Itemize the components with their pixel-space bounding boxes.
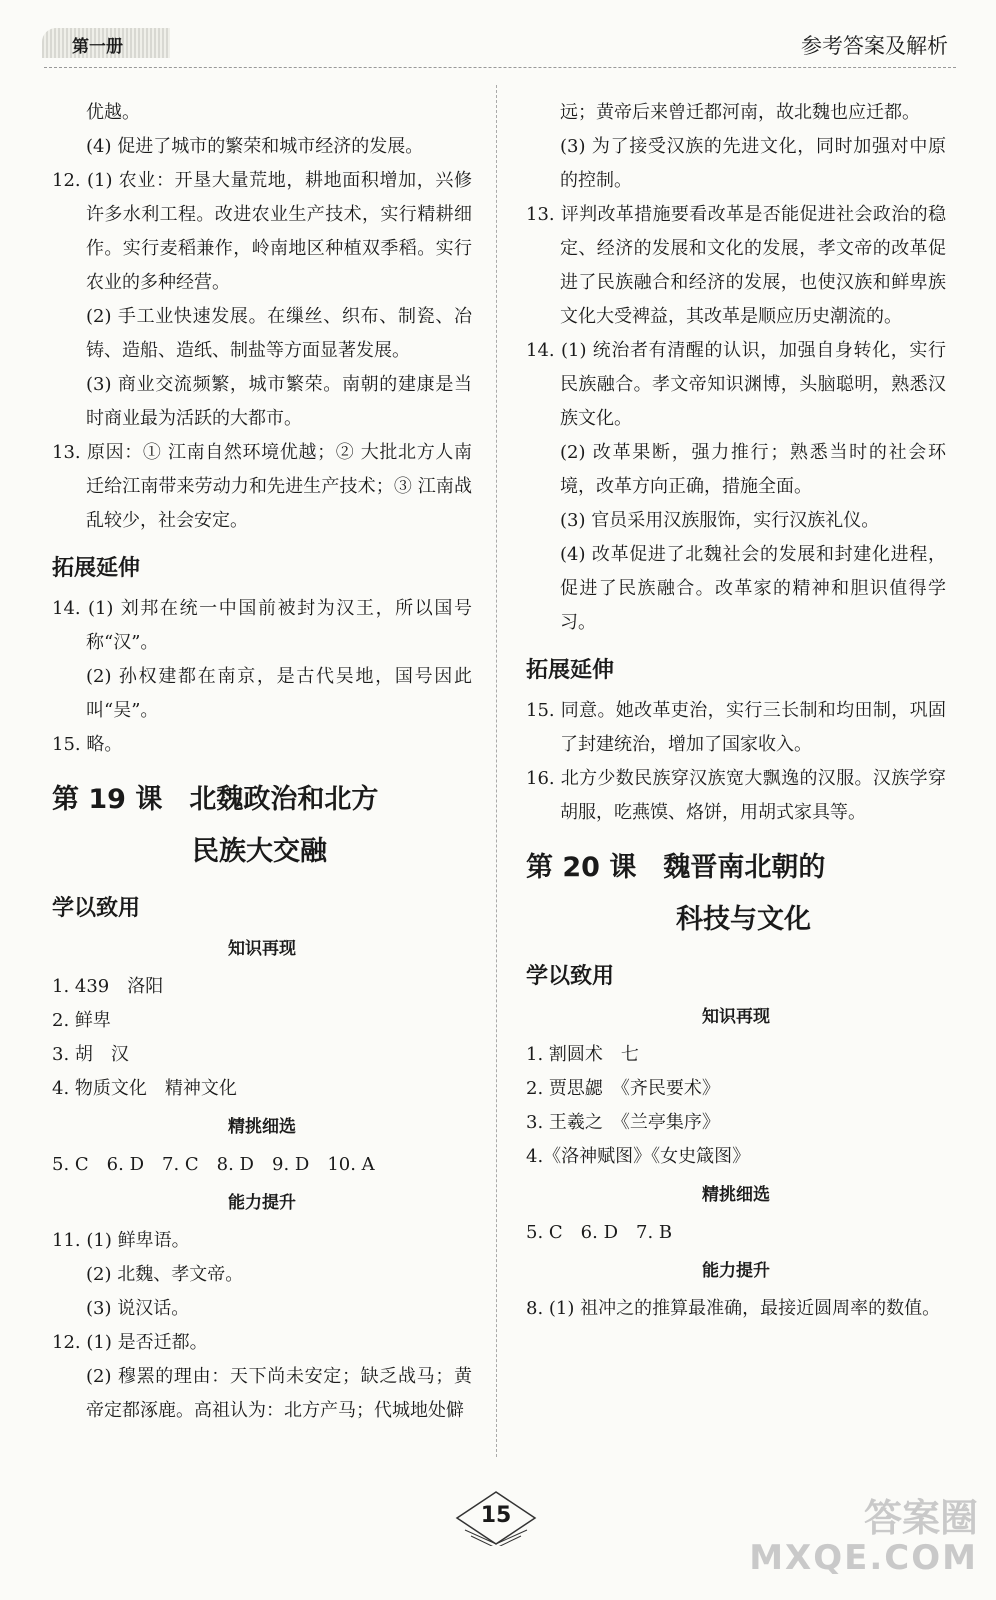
- lesson-title-line: 民族大交融: [192, 836, 327, 867]
- answer-line: 1. 割圆术 七: [526, 1044, 639, 1065]
- answer-line: 12. (1) 是否迁都。: [52, 1332, 208, 1353]
- lesson-title: [526, 842, 946, 946]
- subsection-heading: 能力提升: [228, 1193, 296, 1213]
- page-number: 15: [480, 1503, 512, 1528]
- answer-line: (2) 改革果断，强力推行；熟悉当时的社会环境，改革方向正确，措施全面。: [560, 442, 946, 497]
- answer-line: (2) 孙权建都在南京，是古代吴地，国号因此叫“吴”。: [86, 666, 472, 721]
- volume-tab: [42, 28, 170, 58]
- answer-line: 14. (1) 统治者有清醒的认识，加强自身转化，实行民族融合。孝文帝知识渊博，头脑聪明，熟悉汉族文化。: [526, 340, 946, 429]
- answer-line: (3) 官员采用汉族服饰，实行汉族礼仪。: [560, 510, 880, 531]
- subsection-heading: 精挑细选: [228, 1117, 296, 1137]
- answer-line: 8. (1) 祖冲之的推算最准确，最接近圆周率的数值。: [526, 1298, 941, 1319]
- answer-line: (2) 手工业快速发展。在缫丝、织布、制瓷、冶铸、造船、造纸、制盐等方面显著发展。: [86, 306, 472, 361]
- answer-line: 14. (1) 刘邦在统一中国前被封为汉王，所以国号称“汉”。: [52, 598, 472, 653]
- page-number-badge: [455, 1490, 537, 1546]
- watermark-url: MXQE.COM: [749, 1538, 978, 1578]
- answer-line: (3) 为了接受汉族的先进文化，同时加强对中原的控制。: [560, 136, 946, 191]
- subsection-heading: 能力提升: [702, 1261, 770, 1281]
- answer-line: (2) 穆罴的理由：天下尚未安定；缺乏战马；黄帝定都涿鹿。高祖认为：北方产马；代城地处僻: [86, 1366, 472, 1421]
- answer-line: 15. 同意。她改革吏治，实行三长制和均田制，巩固了封建统治，增加了国家收入。: [526, 700, 946, 755]
- watermark: [749, 1498, 978, 1578]
- answer-line: 1. 439 洛阳: [52, 976, 164, 997]
- answer-line: 优越。: [86, 102, 140, 123]
- answer-line: 13. 原因：① 江南自然环境优越；② 大批北方人南迁给江南带来劳动力和先进生产技术；③ 江南战乱较少，社会安定。: [52, 442, 472, 531]
- volume-label: 第一册: [72, 37, 123, 57]
- answer-line: (4) 改革促进了北魏社会的发展和封建化进程，促进了民族融合。改革家的精神和胆识值得学习。: [560, 544, 946, 633]
- section-heading: 拓展延伸: [52, 556, 141, 581]
- answer-line: (2) 北魏、孝文帝。: [86, 1264, 244, 1285]
- lesson-title: [52, 774, 472, 878]
- lesson-title-line: 科技与文化: [676, 904, 811, 935]
- watermark-logo: 答案圈: [863, 1496, 978, 1540]
- answer-line: 4.《洛神赋图》《女史箴图》: [526, 1146, 751, 1167]
- answer-line: (4) 促进了城市的繁荣和城市经济的发展。: [86, 136, 424, 157]
- left-column: [52, 96, 472, 1428]
- answer-line: 2. 贾思勰 《齐民要术》: [526, 1078, 720, 1099]
- answer-line: 11. (1) 鲜卑语。: [52, 1230, 190, 1251]
- answer-line: 13. 评判改革措施要看改革是否能促进社会政治的稳定、经济的发展和文化的发展，孝文帝的改革促进了民族融合和经济的发展，也使汉族和鲜卑族文化大受裨益，其改革是顺应历史潮流的。: [526, 204, 946, 327]
- answer-line: 2. 鲜卑: [52, 1010, 111, 1031]
- answer-line: 4. 物质文化 精神文化: [52, 1078, 237, 1099]
- section-heading: 拓展延伸: [526, 658, 615, 683]
- answer-line: 3. 胡 汉: [52, 1044, 129, 1065]
- subsection-heading: 知识再现: [702, 1007, 770, 1027]
- column-divider: [496, 85, 497, 1457]
- answer-line: (3) 说汉话。: [86, 1298, 190, 1319]
- section-heading: 学以致用: [526, 964, 615, 989]
- header-divider: [44, 67, 956, 68]
- answer-line: (3) 商业交流频繁，城市繁荣。南朝的建康是当时商业最为活跃的大都市。: [86, 374, 472, 429]
- subsection-heading: 知识再现: [228, 939, 296, 959]
- section-heading: 学以致用: [52, 896, 141, 921]
- lesson-title-line: 第 20 课 魏晋南北朝的: [526, 852, 826, 883]
- answer-line: 15. 略。: [52, 734, 123, 755]
- answer-line: 16. 北方少数民族穿汉族宽大飘逸的汉服。汉族学穿胡服，吃燕馍、烙饼，用胡式家具等。: [526, 768, 946, 823]
- lesson-title-line: 第 19 课 北魏政治和北方: [52, 784, 379, 815]
- answer-line: 3. 王羲之 《兰亭集序》: [526, 1112, 720, 1133]
- page-header-title: 参考答案及解析: [801, 34, 948, 58]
- subsection-heading: 精挑细选: [702, 1185, 770, 1205]
- right-column: [526, 96, 946, 1326]
- answer-line: 12. (1) 农业：开垦大量荒地，耕地面积增加，兴修许多水利工程。改进农业生产技术，实行精耕细作。实行麦稻兼作，岭南地区种植双季稻。实行农业的多种经营。: [52, 170, 472, 293]
- answer-line: 5. C 6. D 7. B: [526, 1222, 673, 1243]
- answer-line: 远；黄帝后来曾迁都河南，故北魏也应迁都。: [560, 102, 920, 123]
- answer-line: 5. C 6. D 7. C 8. D 9. D 10. A: [52, 1154, 375, 1175]
